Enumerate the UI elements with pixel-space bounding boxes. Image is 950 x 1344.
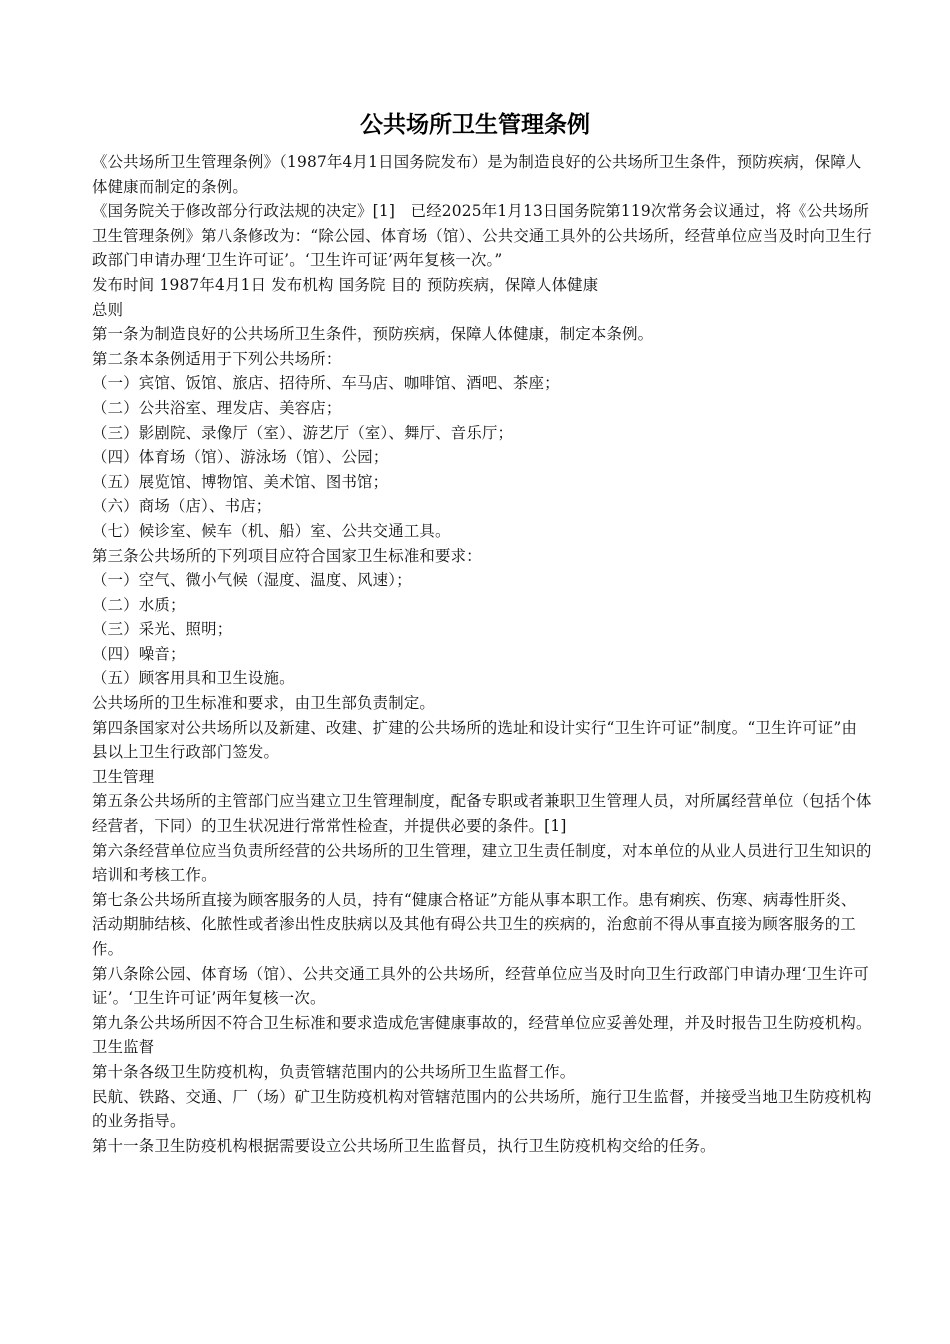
list-item: （二）公共浴室、理发店、美容店； [92,398,342,417]
document-title: 公共场所卫生管理条例 [360,111,590,138]
paragraph: 第十条各级卫生防疫机构，负责管辖范围内的公共场所卫生监督工作。 [92,1062,576,1081]
paragraph: 第十一条卫生防疫机构根据需要设立公共场所卫生监督员，执行卫生防疫机构交给的任务。 [92,1136,716,1155]
section-heading: 总则 [92,300,124,319]
paragraph: 第二条本条例适用于下列公共场所： [92,349,342,368]
list-item: （五）展览馆、博物馆、美术馆、图书馆； [92,472,389,491]
paragraph: 第一条为制造良好的公共场所卫生条件，预防疾病，保障人体健康，制定本条例。 [92,325,654,344]
document-body [92,150,872,1158]
paragraph: 第四条国家对公共场所以及新建、改建、扩建的公共场所的选址和设计实行“卫生许可证”制度。“卫生许可证”由县以上卫生行政部门签发。 [92,718,858,762]
paragraph: 第八条除公园、体育场（馆）、公共交通工具外的公共场所，经营单位应当及时向卫生行政部门申请办理‘卫生许可证’。‘卫生许可证’两年复核一次。 [92,964,869,1008]
list-item: （一）宾馆、饭馆、旅店、招待所、车马店、咖啡馆、酒吧、茶座； [92,374,560,393]
list-item: （四）噪音； [92,644,186,663]
paragraph: 《公共场所卫生管理条例》（1987年4月1日国务院发布）是为制造良好的公共场所卫生条件，预防疾病，保障人体健康而制定的条例。 [92,153,862,196]
paragraph: 第三条公共场所的下列项目应符合国家卫生标准和要求： [92,546,482,565]
list-item: （四）体育场（馆）、游泳场（馆）、公园； [92,448,389,467]
paragraph: 民航、铁路、交通、厂（场）矿卫生防疫机构对管辖范围内的公共场所，施行卫生监督，并接受当地卫生防疫机构的业务指导。 [92,1087,872,1131]
list-item: （二）水质； [92,595,186,614]
list-item: （三）采光、照明； [92,620,233,639]
paragraph: 公共场所的卫生标准和要求，由卫生部负责制定。 [92,694,435,713]
list-item: （七）候诊室、候车（机、船）室、公共交通工具。 [92,521,451,540]
list-item: （一）空气、微小气候（湿度、温度、风速）； [92,571,412,590]
paragraph: 第九条公共场所因不符合卫生标准和要求造成危害健康事故的，经营单位应妥善处理，并及时报告卫生防疫机构。 [92,1013,872,1032]
list-item: （三）影剧院、录像厅（室）、游艺厅（室）、舞厅、音乐厅； [92,423,514,442]
paragraph: 第五条公共场所的主管部门应当建立卫生管理制度，配备专职或者兼职卫生管理人员，对所属经营单位（包括个体经营者，下同）的卫生状况进行常常性检查，并提供必要的条件。[1] [92,792,872,836]
paragraph: 第七条公共场所直接为顾客服务的人员，持有“健康合格证”方能从事本职工作。患有痢疾、伤寒、病毒性肝炎、活动期肺结核、化脓性或者渗出性皮肤病以及其他有碍公共卫生的疾病的，治愈前不得从事直接为顾客服务的工作。 [92,890,857,958]
section-heading: 卫生管理 [92,767,155,786]
list-item: （六）商场（店）、书店； [92,497,272,516]
list-item: （五）顾客用具和卫生设施。 [92,669,295,688]
paragraph: 《国务院关于修改部分行政法规的决定》[1] 已经2025年1月13日国务院第119次常务会议通过，将《公共场所卫生管理条例》第八条修改为：“除公园、体育场（馆）、公共交通工具外的公共场所，经营单位应当及时向卫生行政部门申请办理‘卫生许可证’。‘卫生许可证’两年复核一次。” [92,202,872,270]
section-heading: 卫生监督 [92,1038,155,1057]
paragraph: 第六条经营单位应当负责所经营的公共场所的卫生管理，建立卫生责任制度，对本单位的从业人员进行卫生知识的培训和考核工作。 [92,841,872,885]
paragraph: 发布时间 1987年4月1日 发布机构 国务院 目的 预防疾病，保障人体健康 [92,275,599,294]
